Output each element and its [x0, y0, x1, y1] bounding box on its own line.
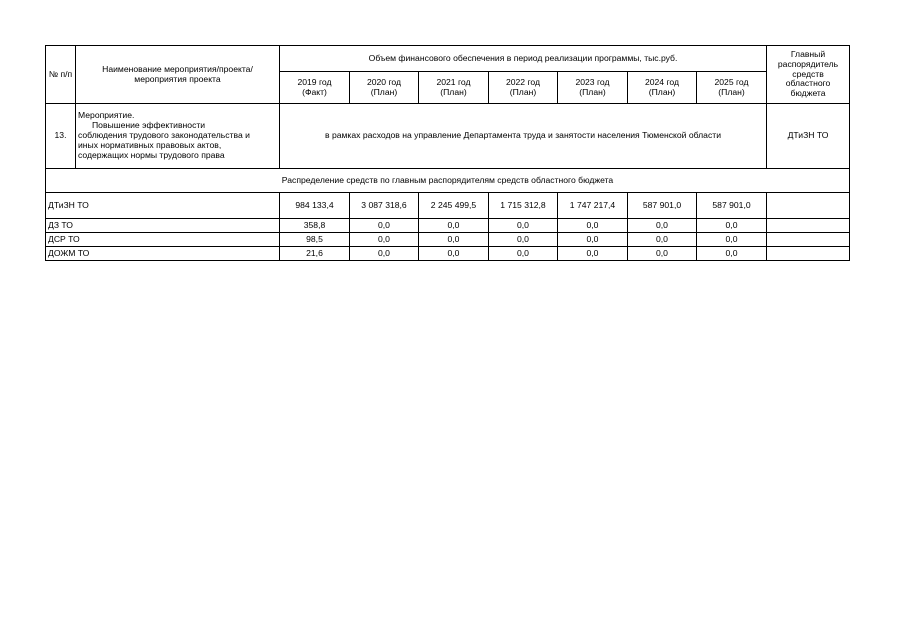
row-value: 358,8: [280, 219, 350, 233]
row-name: ДТиЗН ТО: [46, 193, 280, 219]
measure-name: Мероприятие. Повышение эффективности соблюдения трудового законодательства и иных нормативных правовых актов, содержащих нормы трудового права: [76, 104, 280, 169]
row-value: 0,0: [697, 233, 767, 247]
header-volume: Объем финансового обеспечения в период реализации программы, тыс.руб.: [280, 46, 767, 72]
distribution-title: Распределение средств по главным распорядителям средств областного бюджета: [46, 169, 850, 193]
table-row: [46, 219, 850, 233]
row-manager-empty: [767, 247, 850, 261]
table-row: [46, 193, 850, 219]
header-manager: Главный распорядитель средств областного бюджета: [767, 46, 850, 104]
row-manager-empty: [767, 193, 850, 219]
year-2023: 2023 год (План): [558, 72, 628, 104]
row-name: ДСР ТО: [46, 233, 280, 247]
row-value: 0,0: [558, 219, 628, 233]
row-value: 587 901,0: [628, 193, 697, 219]
measure-num: 13.: [46, 104, 76, 169]
measure-manager: ДТиЗН ТО: [767, 104, 850, 169]
budget-table: [45, 45, 850, 261]
table-row: [46, 233, 850, 247]
header-row: [46, 46, 850, 72]
row-value: 0,0: [697, 247, 767, 261]
year-2019: 2019 год (Факт): [280, 72, 350, 104]
row-value: 0,0: [419, 247, 489, 261]
row-name: ДЗ ТО: [46, 219, 280, 233]
row-value: 3 087 318,6: [350, 193, 419, 219]
row-value: 0,0: [558, 247, 628, 261]
row-value: 0,0: [489, 233, 558, 247]
row-value: 2 245 499,5: [419, 193, 489, 219]
row-value: 1 747 217,4: [558, 193, 628, 219]
row-manager-empty: [767, 233, 850, 247]
row-value: 0,0: [697, 219, 767, 233]
row-value: 984 133,4: [280, 193, 350, 219]
row-value: 98,5: [280, 233, 350, 247]
row-manager-empty: [767, 219, 850, 233]
row-value: 1 715 312,8: [489, 193, 558, 219]
measure-row: [46, 104, 850, 169]
distribution-row: [46, 169, 850, 193]
row-value: 0,0: [628, 247, 697, 261]
row-value: 587 901,0: [697, 193, 767, 219]
row-value: 0,0: [489, 247, 558, 261]
year-2020: 2020 год (План): [350, 72, 419, 104]
year-2024: 2024 год (План): [628, 72, 697, 104]
row-value: 0,0: [419, 219, 489, 233]
row-value: 0,0: [350, 233, 419, 247]
row-value: 0,0: [419, 233, 489, 247]
measure-funding: в рамках расходов на управление Департамента труда и занятости населения Тюменской области: [280, 104, 767, 169]
row-value: 0,0: [628, 219, 697, 233]
header-name: Наименование мероприятия/проекта/мероприятия проекта: [76, 46, 280, 104]
table-row: [46, 247, 850, 261]
row-value: 21,6: [280, 247, 350, 261]
row-name: ДОЖМ ТО: [46, 247, 280, 261]
header-num: № п/п: [46, 46, 76, 104]
row-value: 0,0: [350, 219, 419, 233]
row-value: 0,0: [350, 247, 419, 261]
year-2021: 2021 год (План): [419, 72, 489, 104]
row-value: 0,0: [558, 233, 628, 247]
row-value: 0,0: [489, 219, 558, 233]
row-value: 0,0: [628, 233, 697, 247]
year-2022: 2022 год (План): [489, 72, 558, 104]
year-2025: 2025 год (План): [697, 72, 767, 104]
